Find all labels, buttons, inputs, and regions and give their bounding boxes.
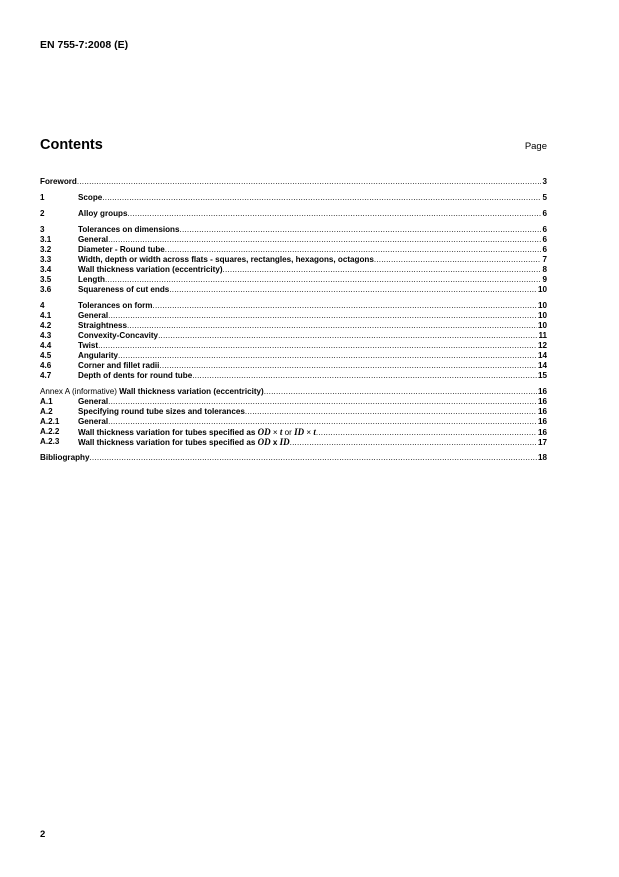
or-text: or	[282, 428, 295, 437]
document-header: EN 755-7:2008 (E)	[40, 39, 129, 51]
toc-entry-scope[interactable]	[40, 193, 547, 203]
toc-entry-alloy-groups[interactable]	[40, 209, 547, 219]
toc-page: 12	[537, 341, 547, 350]
annex-informative: (informative)	[69, 387, 117, 396]
toc-page: 10	[537, 301, 547, 310]
toc-entry-3-4[interactable]	[40, 265, 547, 275]
toc-number: 4.4	[40, 341, 52, 350]
toc-page: 6	[542, 225, 547, 234]
contents-title: Contents	[40, 137, 103, 153]
toc-number: 4.6	[40, 361, 52, 370]
toc-number: 3.6	[40, 285, 52, 294]
toc-page: 6	[542, 209, 547, 218]
toc-title: Twist	[78, 341, 99, 350]
toc-entry-3-3[interactable]	[40, 255, 547, 265]
toc-number: 3	[40, 225, 45, 234]
toc-page: 16	[537, 397, 547, 406]
toc-number: 3.3	[40, 255, 52, 264]
toc-title: Squareness of cut ends	[78, 285, 170, 294]
toc-page: 16	[537, 428, 547, 437]
toc-entry-4-3[interactable]	[40, 331, 547, 341]
toc-number: 4.7	[40, 371, 52, 380]
toc-title: General	[78, 417, 109, 426]
toc-page: 8	[542, 265, 547, 274]
toc-entry-3-1[interactable]	[40, 235, 547, 245]
symbol-od: OD	[257, 437, 271, 447]
toc-number: A.2.1	[40, 417, 60, 426]
table-of-contents	[40, 177, 547, 463]
toc-title: Scope	[78, 193, 103, 202]
symbol-t: t	[279, 427, 283, 437]
toc-entry-3-2[interactable]	[40, 245, 547, 255]
toc-entry-a-2-3[interactable]	[40, 437, 547, 447]
toc-title: Angularity	[78, 351, 119, 360]
times-sign: ×	[270, 428, 280, 437]
toc-entry-4-2[interactable]	[40, 321, 547, 331]
toc-entry-4-6[interactable]	[40, 361, 547, 371]
toc-page: 3	[542, 177, 547, 186]
toc-page: 11	[538, 331, 547, 340]
toc-title-text: Wall thickness variation for tubes specified as	[78, 428, 258, 437]
toc-page: 14	[537, 361, 547, 370]
toc-entry-a-2-2[interactable]	[40, 427, 547, 437]
toc-title	[40, 387, 264, 397]
toc-number: 3.1	[40, 235, 52, 244]
toc-title: General	[78, 311, 109, 320]
toc-page: 14	[537, 351, 547, 360]
toc-title: Foreword	[40, 177, 77, 186]
toc-number: A.2.2	[40, 427, 60, 436]
toc-entry-annex-a[interactable]	[40, 387, 547, 397]
toc-number: 1	[40, 193, 45, 202]
toc-number: A.2	[40, 407, 53, 416]
annex-title: Wall thickness variation (eccentricity)	[116, 387, 264, 396]
toc-page: 15	[537, 371, 547, 380]
times-sign: ×	[304, 428, 314, 437]
toc-entry-a-2[interactable]	[40, 407, 547, 417]
toc-title: Tolerances on form	[78, 301, 153, 310]
toc-number: A.1	[40, 397, 53, 406]
toc-title	[78, 427, 316, 437]
toc-page: 16	[537, 387, 547, 396]
toc-title-text: Wall thickness variation for tubes specified as	[78, 438, 258, 447]
toc-title: Tolerances on dimensions	[78, 225, 180, 234]
symbol-t: t	[313, 427, 316, 437]
toc-title: Wall thickness variation (eccentricity)	[78, 265, 223, 274]
toc-page: 5	[542, 193, 547, 202]
toc-title	[78, 437, 290, 447]
toc-title: Bibliography	[40, 453, 90, 462]
toc-number: 3.4	[40, 265, 52, 274]
toc-number: 3.2	[40, 245, 52, 254]
toc-number: A.2.3	[40, 437, 60, 446]
symbol-id: ID	[294, 427, 305, 437]
toc-page: 6	[542, 235, 547, 244]
toc-title: Convexity-Concavity	[78, 331, 159, 340]
toc-entry-4-7[interactable]	[40, 371, 547, 381]
toc-title: Width, depth or width across flats - squares, rectangles, hexagons, octagons	[78, 255, 374, 264]
toc-page: 10	[537, 321, 547, 330]
toc-number: 2	[40, 209, 45, 218]
toc-title: Depth of dents for round tube	[78, 371, 193, 380]
times-sign: x	[270, 438, 280, 447]
page-number: 2	[40, 829, 46, 840]
toc-entry-bibliography[interactable]	[40, 453, 547, 463]
toc-entry-4-1[interactable]	[40, 311, 547, 321]
toc-page: 9	[542, 275, 547, 284]
toc-page: 16	[537, 407, 547, 416]
toc-entry-a-1[interactable]	[40, 397, 547, 407]
toc-number: 4	[40, 301, 45, 310]
toc-number: 4.1	[40, 311, 52, 320]
toc-number: 4.2	[40, 321, 52, 330]
toc-entry-4-5[interactable]	[40, 351, 547, 361]
toc-page: 7	[542, 255, 547, 264]
toc-title: General	[78, 235, 109, 244]
symbol-od: OD	[257, 427, 271, 437]
toc-entry-4-4[interactable]	[40, 341, 547, 351]
toc-number: 3.5	[40, 275, 52, 284]
page-column-label: Page	[524, 141, 547, 152]
toc-page: 16	[537, 417, 547, 426]
toc-entry-tolerances-on-dimensions[interactable]	[40, 225, 547, 235]
toc-page: 10	[537, 285, 547, 294]
symbol-id: ID	[279, 437, 290, 447]
toc-page: 18	[537, 453, 547, 462]
toc-title: Alloy groups	[78, 209, 128, 218]
toc-title: Length	[78, 275, 105, 284]
toc-page: 6	[542, 245, 547, 254]
toc-title: Straightness	[78, 321, 128, 330]
toc-number: 4.5	[40, 351, 52, 360]
toc-title: Diameter - Round tube	[78, 245, 165, 254]
toc-page: 10	[537, 311, 547, 320]
toc-entry-foreword[interactable]	[40, 177, 547, 187]
toc-title: Corner and fillet radii	[78, 361, 160, 370]
toc-entry-tolerances-on-form[interactable]	[40, 301, 547, 311]
toc-title: General	[78, 397, 109, 406]
annex-label: Annex A	[40, 387, 70, 396]
toc-page: 17	[537, 438, 547, 447]
toc-number: 4.3	[40, 331, 52, 340]
toc-entry-3-6[interactable]	[40, 285, 547, 295]
toc-entry-a-2-1[interactable]	[40, 417, 547, 427]
toc-title: Specifying round tube sizes and tolerances	[78, 407, 245, 416]
toc-entry-3-5[interactable]	[40, 275, 547, 285]
